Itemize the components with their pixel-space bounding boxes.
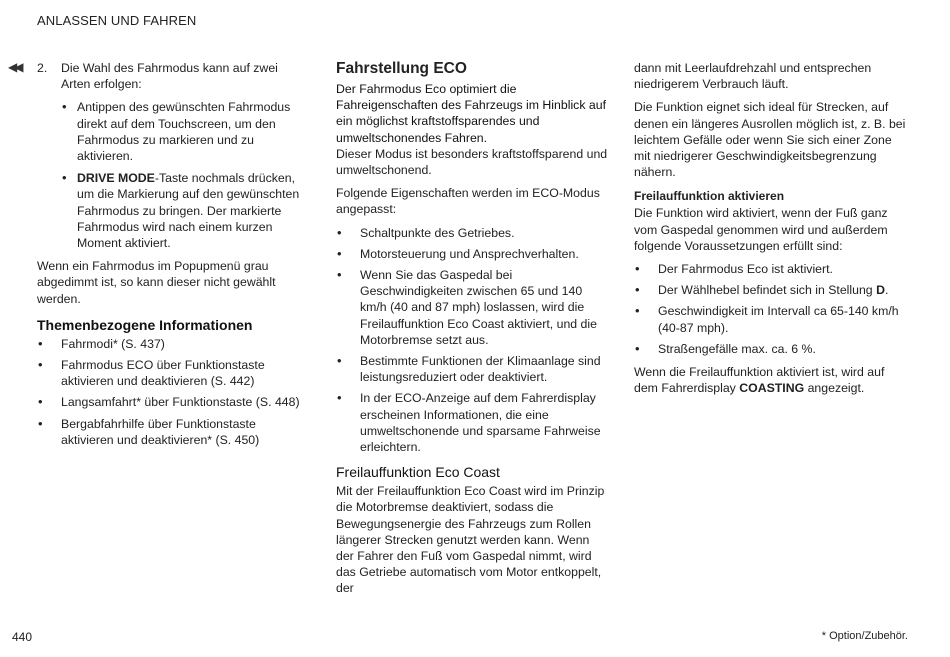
section-lead: Der Fahrmodus Eco optimiert die Fahreigenschaften des Fahrzeugs im Hinblick auf ein möglichst kraftstoffsparendes und umweltschonendes Fahren. [336,82,606,145]
paragraph: Folgende Eigenschaften werden im ECO-Modus angepasst: [336,186,600,217]
step-number: 2. [37,61,48,75]
paragraph-text: Wenn die Freilauffunktion aktiviert ist, wird auf dem Fahrerdisplay [634,365,885,396]
related-link[interactable]: • Fahrmodus ECO über Funktionstaste aktivieren und deaktivieren (S. 442) [37,357,309,389]
paragraph: Die Funktion wird aktiviert, wenn der Fuß ganz vom Gaspedal genommen wird und außerdem folgende Voraussetzungen erfüllt sind: [634,206,888,253]
list-item: • Der Fahrmodus Eco ist aktiviert. [634,261,910,277]
list-item: • In der ECO-Anzeige auf dem Fahrerdisplay erscheinen Informationen, die eine umweltschonende und sparsame Fahrweise erleichtern. [336,390,610,455]
section-heading: Fahrstellung ECO [336,60,467,77]
option-drive-mode [61,170,309,251]
page-header: ANLASSEN UND FAHREN [37,13,197,28]
related-link[interactable]: • Fahrmodi* (S. 437) [37,336,309,352]
list-item: • Wenn Sie das Gaspedal bei Geschwindigkeiten zwischen 65 und 140 km/h (40 and 87 mph) loslassen, wird die Freilauffunktion Eco Coast aktiviert, und die Motorbremse setzt aus. [336,267,610,348]
paragraph: Die Funktion eignet sich ideal für Strecken, auf denen ein längeres Ausrollen möglich ist, z. B. bei leichtem Gefälle oder wenn Sie sich einer Zone mit niedrigerer Geschwindigkeitsbegrenzung nähern. [634,100,906,180]
dimmed-note: Wenn ein Fahrmodus im Popupmenü grau abgedimmt ist, so kann dieser nicht gewählt werden. [37,259,276,306]
paragraph: Dieser Modus ist besonders kraftstoffsparend und umweltschonend. [336,146,608,178]
list-item: • Motorsteuerung und Ansprechverhalten. [336,246,610,262]
drive-mode-label: DRIVE MODE [77,171,155,186]
sub-heading: Freilauffunktion aktivieren [634,189,785,204]
column-2 [336,60,610,604]
page-number: 440 [12,630,33,644]
related-link[interactable]: • Langsamfahrt* über Funktionstaste (S. 448) [37,394,309,410]
double-chevron-left-icon[interactable]: ◀◀ [8,60,21,74]
paragraph-text: angezeigt. [804,381,865,396]
related-list [37,336,309,448]
paragraph: dann mit Leerlaufdrehzahl und entsprechen niedrigerem Verbrauch läuft. [634,61,872,92]
footnote: * Option/Zubehör. [821,630,908,642]
conditions-list [634,261,910,357]
list-item: • Schaltpunkte des Getriebes. [336,225,610,241]
list-item: • Straßengefälle max. ca. 6 %. [634,341,910,357]
list-item [634,282,910,298]
step-options [37,99,309,251]
paragraph [634,364,910,396]
coasting-label: COASTING [739,381,805,396]
gear-d-label: D [876,283,885,298]
step-2 [37,60,309,92]
eco-properties-list [336,225,610,456]
related-heading: Themenbezogene Informationen [37,316,253,333]
list-item: • Geschwindigkeit im Intervall ca 65-140 km/h (40-87 mph). [634,303,910,335]
column-1 [37,60,309,455]
list-item-text: . [884,283,889,298]
option-touchscreen: • Antippen des gewünschten Fahrmodus direkt auf dem Touchscreen, um den Fahrmodus zu markieren und zu aktivieren. [61,99,309,164]
paragraph: Mit der Freilauffunktion Eco Coast wird im Prinzip die Motorbremse deaktiviert, sodass die Bewegungsenergie des Fahrzeugs zum Rollen längerer Strecken genutzt werden kann. Wenn der Fahrer den Fuß vom Gaspedal nimmt, wird das Getriebe automatisch vom Motor entkoppelt, der [336,484,605,596]
related-link[interactable]: • Bergabfahrhilfe über Funktionstaste aktivieren und deaktivieren* (S. 450) [37,416,309,448]
list-item: • Bestimmte Funktionen der Klimaanlage sind leistungsreduziert oder deaktiviert. [336,353,610,385]
list-item-text: Der Wählhebel befindet sich in Stellung [658,283,877,298]
step-text: Die Wahl des Fahrmodus kann auf zwei Arten erfolgen: [61,61,278,92]
option-drive-mode-text: -Taste nochmals drücken, um die Markierung auf den gewünschten Fahrmodus zu bringen. Der markierte Fahrmodus wird nach einem kurzen Moment aktiviert. [77,171,300,251]
sub-heading: Freilauffunktion Eco Coast [336,464,500,481]
column-3 [634,60,910,403]
